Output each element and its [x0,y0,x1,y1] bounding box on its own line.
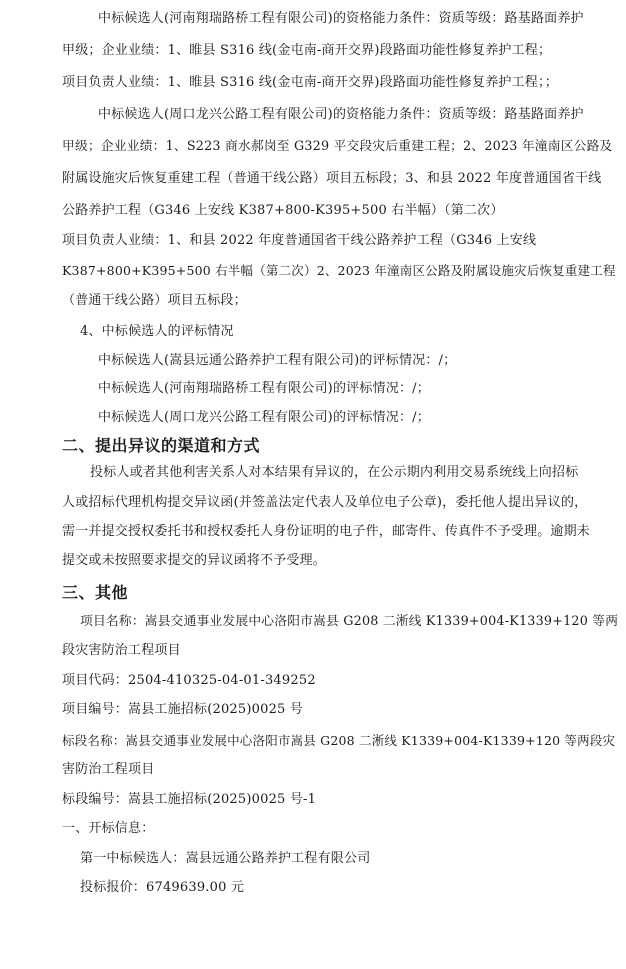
lot-name-line1: 标段名称：嵩县交通事业发展中心洛阳市嵩县 G208 二淅线 K1339+004-K1339+120 等两段灾 [62,733,616,748]
candidate3-qualification-line1: 中标候选人(周口龙兴公路工程有限公司)的资格能力条件：资质等级：路基路面养护 [98,107,584,122]
project-name-line1: 项目名称：嵩县交通事业发展中心洛阳市嵩县 G208 二淅线 K1339+004-K1339+120 等两 [80,614,619,629]
section2-heading: 二、提出异议的渠道和方式 [62,436,261,455]
candidate2-qualification-line2: 甲级；企业业绩：1、睢县 S316 线(金屯南-商开交界)段路面功能性修复养护工程； [62,43,552,58]
project-code: 项目代码：2504-410325-04-01-349252 [62,673,316,688]
evaluation-candidate2: 中标候选人(河南翔瑞路桥工程有限公司)的评标情况：/； [98,381,430,396]
section3-heading: 三、其他 [62,583,129,602]
candidate3-manager-line3: （普通干线公路）项目五标段； [62,293,247,308]
candidate3-manager-line2: K387+800+K395+500 右半幅（第二次）2、2023 年潼南区公路及附属设施灾后恢复重建工程 [62,263,616,278]
evaluation-candidate3: 中标候选人(周口龙兴公路工程有限公司)的评标情况：/； [98,410,430,425]
project-number: 项目编号：嵩县工施招标(2025)0025 号 [62,702,304,717]
candidate3-qualification-line4: 公路养护工程（G346 上安线 K387+800-K395+500 右半幅）（第二次） [62,203,504,218]
objection-paragraph-line3: 需一并提交授权委托书和授权委托人身份证明的电子件，邮寄件、传真件不予受理。逾期未 [62,524,591,539]
bid-price: 投标报价：6749639.00 元 [80,880,245,895]
candidate2-manager-performance: 项目负责人业绩：1、睢县 S316 线(金屯南-商开交界)段路面功能性修复养护工程；； [62,75,558,90]
opening-info-title: 一、开标信息： [62,821,155,836]
candidate3-qualification-line2: 甲级；企业业绩：1、S223 商水郝岗至 G329 平交段灾后重建工程；2、2023 年潼南区公路及 [62,139,613,154]
project-name-line2: 段灾害防治工程项目 [62,643,181,658]
candidate3-qualification-line3: 附属设施灾后恢复重建工程（普通干线公路）项目五标段；3、和县 2022 年度普通国省干线 [62,171,602,186]
evaluation-title: 4、中标候选人的评标情况 [80,324,234,339]
first-candidate: 第一中标候选人：嵩县远通公路养护工程有限公司 [80,851,371,866]
candidate3-manager-line1: 项目负责人业绩：1、和县 2022 年度普通国省干线公路养护工程（G346 上安线 [62,233,537,248]
evaluation-candidate1: 中标候选人(嵩县远通公路养护工程有限公司)的评标情况：/； [98,353,457,368]
candidate2-qualification-line1: 中标候选人(河南翔瑞路桥工程有限公司)的资格能力条件：资质等级：路基路面养护 [98,11,584,26]
objection-paragraph-line1: 投标人或者其他利害关系人对本结果有异议的，在公示期内利用交易系统线上向招标 [90,465,579,480]
objection-paragraph-line2: 人或招标代理机构提交异议函(并签盖法定代表人及单位电子公章)，委托他人提出异议的， [62,495,588,510]
lot-number: 标段编号：嵩县工施招标(2025)0025 号-1 [62,792,317,807]
objection-paragraph-line4: 提交或未按照要求提交的异议函将不予受理。 [62,553,327,568]
lot-name-line2: 害防治工程项目 [62,762,155,777]
